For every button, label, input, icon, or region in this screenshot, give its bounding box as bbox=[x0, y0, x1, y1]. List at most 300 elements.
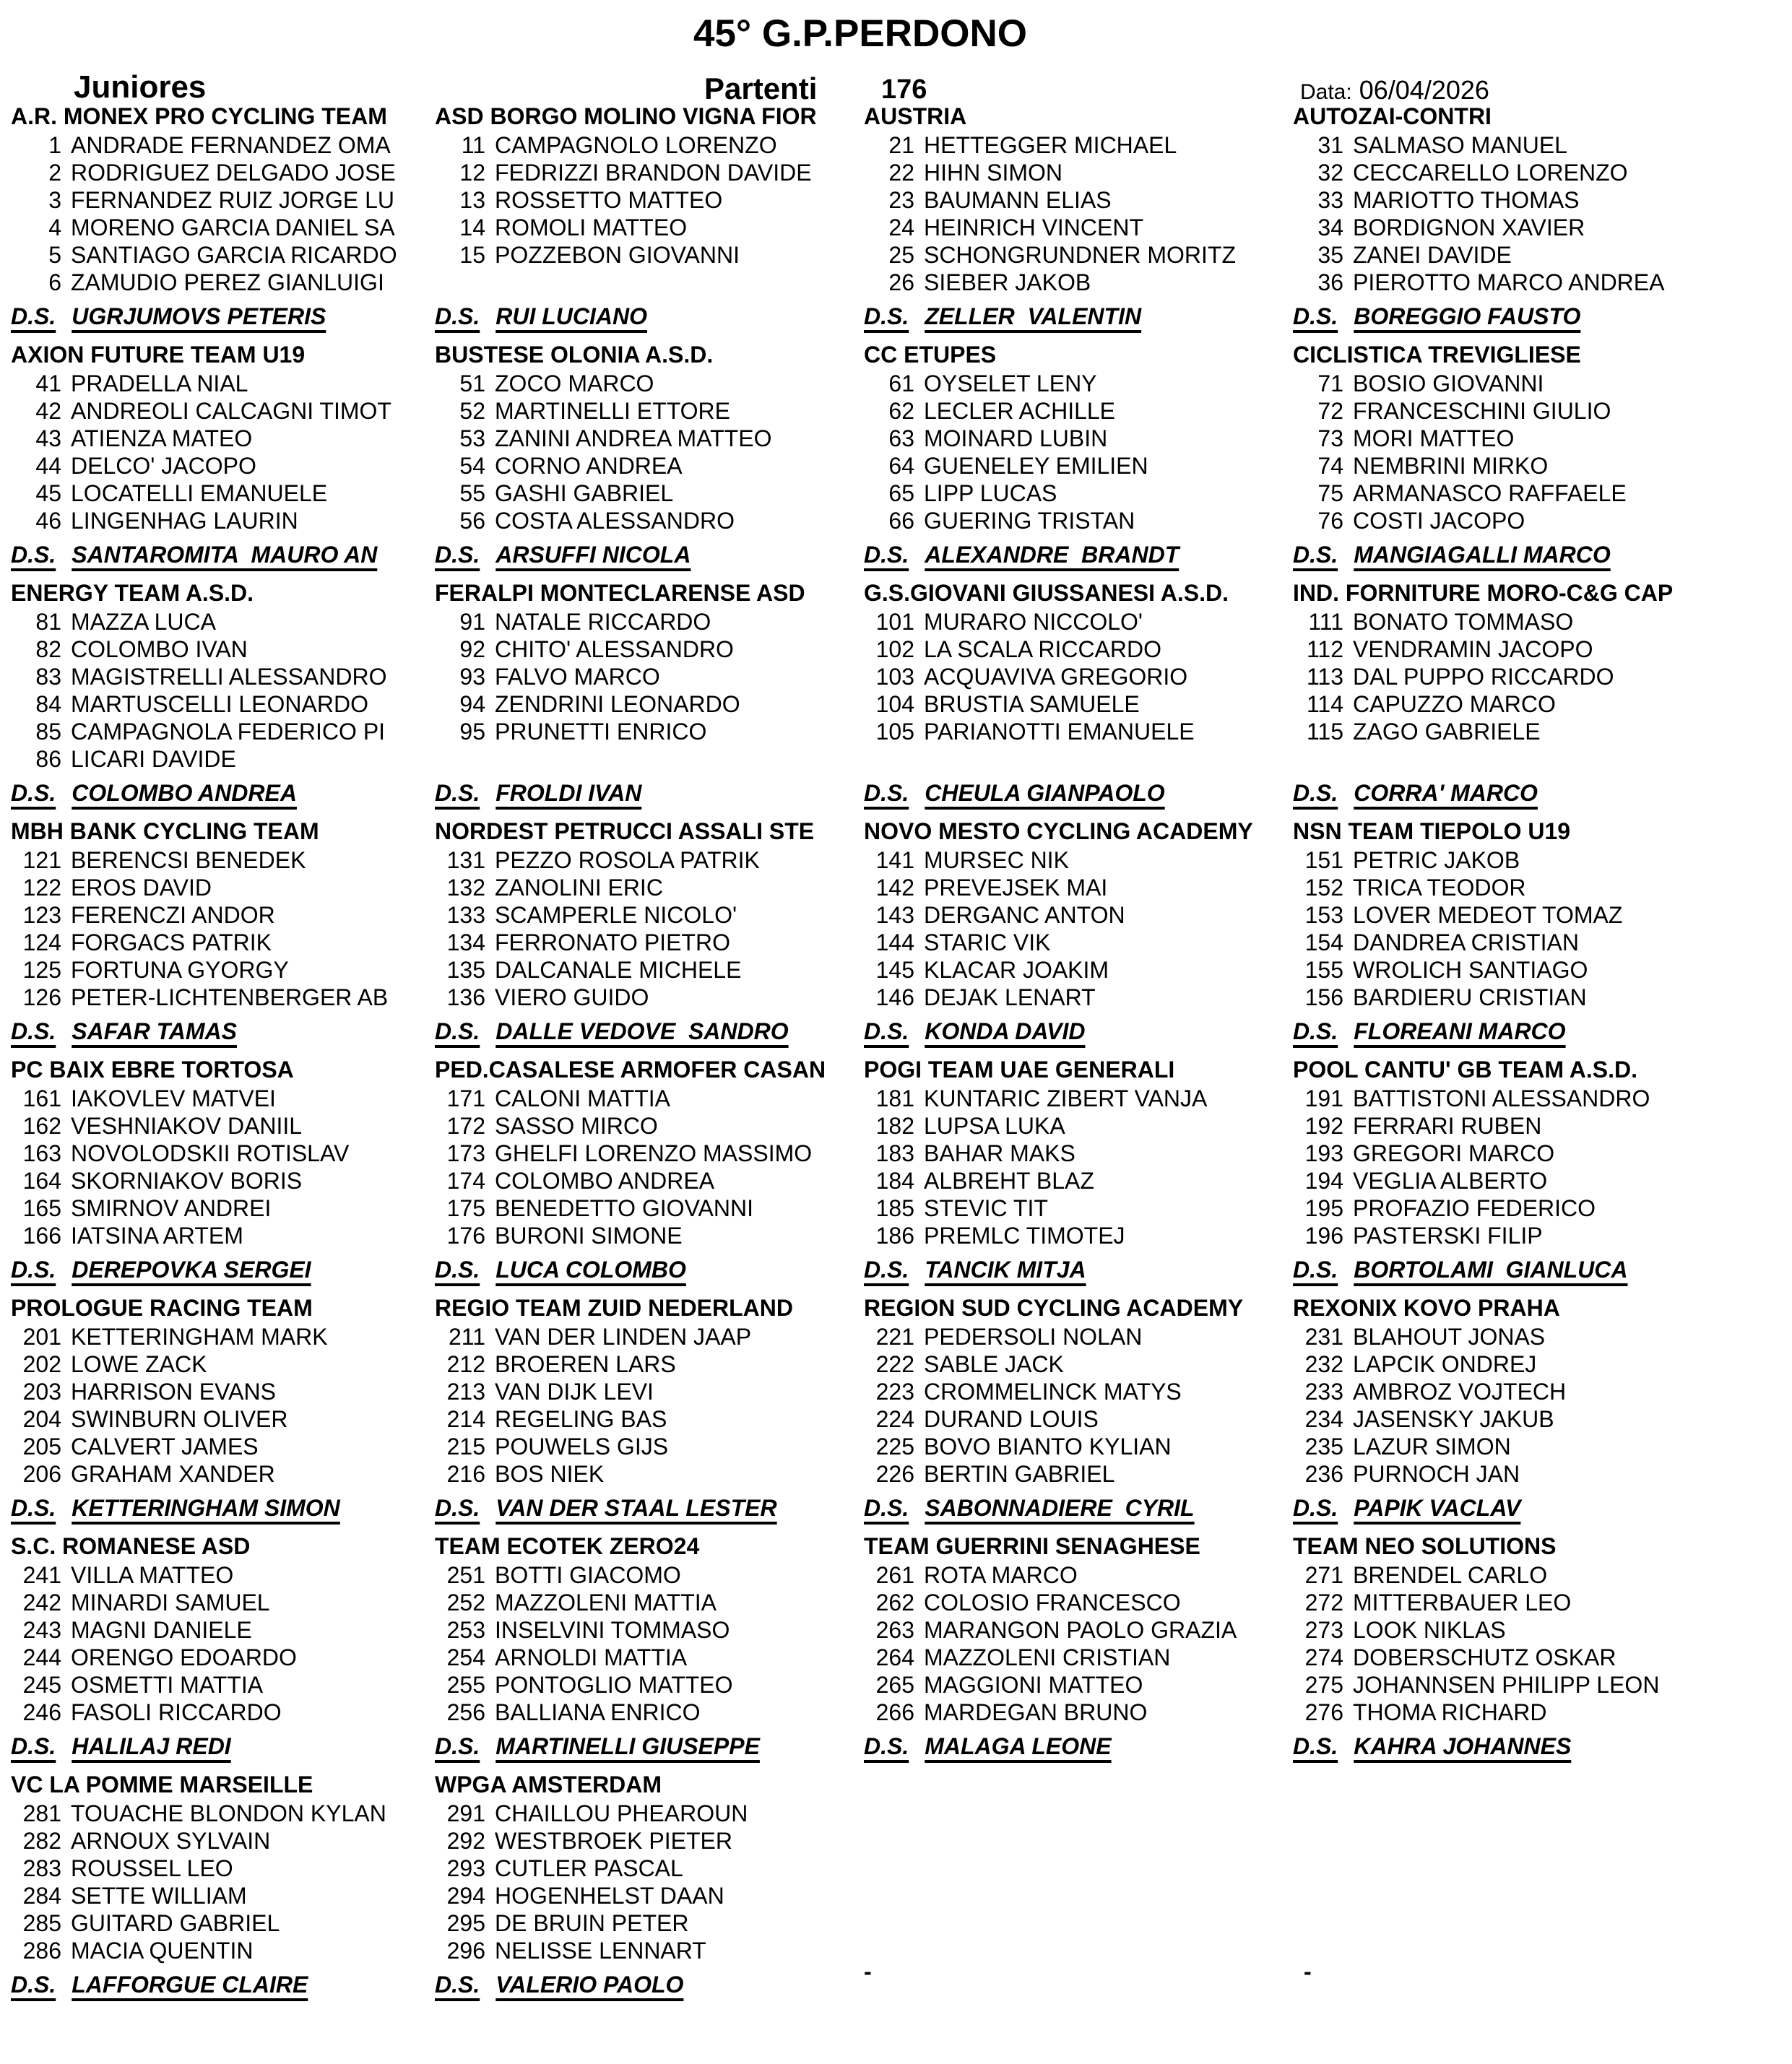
rider-name: NATALE RICCARDO bbox=[495, 609, 711, 635]
rider-row bbox=[1293, 1406, 1554, 1433]
rider-row bbox=[11, 719, 385, 745]
rider-number: 34 bbox=[1317, 214, 1343, 240]
rider-number: 56 bbox=[459, 508, 485, 534]
team-block bbox=[11, 1057, 430, 1295]
rider-number: 274 bbox=[1304, 1644, 1343, 1670]
ds-name: LUCA COLOMBO bbox=[495, 1257, 686, 1283]
rider-number: 165 bbox=[22, 1195, 61, 1221]
rider-row bbox=[11, 370, 248, 397]
rider-name: CALONI MATTIA bbox=[495, 1085, 670, 1111]
rider-name: BALLIANA ENRICO bbox=[495, 1699, 701, 1725]
rider-row bbox=[11, 1351, 207, 1378]
rider-row bbox=[1293, 480, 1627, 507]
rider-name: BENEDETTO GIOVANNI bbox=[495, 1195, 753, 1221]
rider-name: CAPUZZO MARCO bbox=[1353, 691, 1556, 717]
rider-name: ALBREHT BLAZ bbox=[924, 1168, 1094, 1194]
rider-number: 95 bbox=[459, 719, 485, 745]
ds-name: KETTERINGHAM SIMON bbox=[72, 1495, 340, 1521]
ds-name: HALILAJ REDI bbox=[72, 1733, 231, 1759]
rider-row bbox=[1293, 691, 1556, 718]
rider-row bbox=[864, 508, 1135, 534]
rider-row bbox=[1293, 269, 1664, 296]
rider-name: FERRARI RUBEN bbox=[1353, 1113, 1542, 1139]
ds-name: DALLE VEDOVE SANDRO bbox=[495, 1018, 789, 1044]
ds-name: KONDA DAVID bbox=[925, 1018, 1086, 1044]
rider-number: 151 bbox=[1304, 847, 1343, 873]
rider-number: 261 bbox=[875, 1562, 914, 1588]
rider-number: 296 bbox=[446, 1938, 485, 1964]
rider-number: 236 bbox=[1304, 1461, 1343, 1487]
ds-row bbox=[1293, 1495, 1520, 1522]
ds-row bbox=[864, 1495, 1195, 1522]
rider-name: MINARDI SAMUEL bbox=[71, 1590, 270, 1616]
rider-row bbox=[864, 1085, 1207, 1112]
rider-name: PURNOCH JAN bbox=[1353, 1461, 1520, 1487]
rider-number: 231 bbox=[1304, 1324, 1343, 1350]
rider-row bbox=[435, 929, 730, 956]
rider-name: SWINBURN OLIVER bbox=[71, 1406, 288, 1432]
rider-row bbox=[1293, 425, 1514, 452]
rider-name: SMIRNOV ANDREI bbox=[71, 1195, 272, 1221]
rider-row bbox=[864, 609, 1143, 636]
rider-row bbox=[1293, 1168, 1547, 1194]
team-name: PED.CASALESE ARMOFER CASAN bbox=[435, 1057, 826, 1083]
rider-number: 275 bbox=[1304, 1672, 1343, 1698]
ds-name: SANTAROMITA MAURO AN bbox=[72, 542, 378, 568]
rider-number: 143 bbox=[875, 902, 914, 928]
rider-number: 1 bbox=[48, 132, 61, 158]
rider-row bbox=[1293, 1562, 1547, 1589]
rider-name: MAGISTRELLI ALESSANDRO bbox=[71, 664, 387, 690]
rider-row bbox=[1293, 214, 1585, 241]
rider-row bbox=[11, 160, 396, 186]
rider-row bbox=[864, 187, 1112, 214]
rider-number: 155 bbox=[1304, 957, 1343, 983]
ds-name: MARTINELLI GIUSEPPE bbox=[495, 1733, 760, 1759]
ds-row bbox=[864, 1733, 1112, 1760]
rider-row bbox=[11, 1406, 287, 1433]
rider-row bbox=[11, 1938, 253, 1964]
ds-name: PAPIK VACLAV bbox=[1354, 1495, 1521, 1521]
rider-name: ATIENZA MATEO bbox=[71, 425, 253, 451]
team-name: NSN TEAM TIEPOLO U19 bbox=[1293, 818, 1571, 844]
rider-number: 65 bbox=[888, 480, 914, 506]
rider-row bbox=[864, 1590, 1181, 1616]
ds-row bbox=[435, 1972, 683, 1998]
rider-number: 284 bbox=[22, 1883, 61, 1909]
rider-row bbox=[11, 636, 248, 663]
rider-row bbox=[11, 425, 252, 452]
rider-number: 276 bbox=[1304, 1699, 1343, 1725]
ds-label: D.S. bbox=[435, 1018, 480, 1044]
rider-number: 245 bbox=[22, 1672, 61, 1698]
rider-name: STEVIC TIT bbox=[924, 1195, 1048, 1221]
rider-row bbox=[864, 1379, 1182, 1405]
rider-row bbox=[1293, 609, 1573, 636]
team-name: TEAM NEO SOLUTIONS bbox=[1293, 1533, 1557, 1559]
rider-row bbox=[435, 875, 663, 901]
rider-name: BURONI SIMONE bbox=[495, 1223, 683, 1249]
rider-number: 133 bbox=[446, 902, 485, 928]
rider-number: 104 bbox=[875, 691, 914, 717]
rider-number: 72 bbox=[1317, 398, 1343, 424]
rider-number: 283 bbox=[22, 1855, 61, 1881]
rider-row bbox=[1293, 1699, 1546, 1726]
ds-name: MALAGA LEONE bbox=[925, 1733, 1112, 1759]
team-name: WPGA AMSTERDAM bbox=[435, 1772, 662, 1798]
rider-number: 63 bbox=[888, 425, 914, 451]
rider-number: 76 bbox=[1317, 508, 1343, 534]
rider-row bbox=[864, 160, 1062, 186]
rider-name: MAGGIONI MATTEO bbox=[924, 1672, 1143, 1698]
rider-number: 263 bbox=[875, 1617, 914, 1643]
rider-row bbox=[1293, 957, 1588, 984]
rider-number: 202 bbox=[22, 1351, 61, 1377]
rider-name: WROLICH SANTIAGO bbox=[1353, 957, 1588, 983]
rider-number: 183 bbox=[875, 1140, 914, 1166]
ds-name: MANGIAGALLI MARCO bbox=[1354, 542, 1611, 568]
team-name: BUSTESE OLONIA A.S.D. bbox=[435, 342, 714, 368]
team-block bbox=[1293, 103, 1780, 342]
rider-row bbox=[1293, 1434, 1511, 1460]
ds-row bbox=[11, 1018, 237, 1045]
rider-number: 25 bbox=[888, 242, 914, 268]
rider-row bbox=[11, 1140, 349, 1167]
rider-row bbox=[864, 1672, 1143, 1699]
rider-name: LAZUR SIMON bbox=[1353, 1434, 1511, 1460]
rider-row bbox=[435, 187, 722, 214]
ds-row bbox=[1293, 1733, 1571, 1760]
rider-row bbox=[1293, 1195, 1596, 1222]
rider-number: 144 bbox=[875, 929, 914, 955]
ds-label: D.S. bbox=[1293, 1495, 1338, 1521]
rider-number: 45 bbox=[35, 480, 61, 506]
ds-label: D.S. bbox=[1293, 1018, 1338, 1044]
rider-row bbox=[435, 609, 711, 636]
team-name: REXONIX KOVO PRAHA bbox=[1293, 1295, 1560, 1321]
rider-number: 115 bbox=[1306, 719, 1343, 745]
rider-row bbox=[864, 1113, 1065, 1140]
team-block bbox=[1293, 1295, 1780, 1533]
rider-row bbox=[864, 847, 1069, 874]
rider-row bbox=[864, 1434, 1172, 1460]
rider-number: 15 bbox=[459, 242, 485, 268]
rider-name: ZAGO GABRIELE bbox=[1353, 719, 1541, 745]
rider-number: 92 bbox=[459, 636, 485, 662]
date-value: 06/04/2026 bbox=[1359, 75, 1489, 105]
rider-number: 91 bbox=[459, 609, 485, 635]
rider-name: VAN DIJK LEVI bbox=[495, 1379, 654, 1405]
rider-name: SCAMPERLE NICOLO' bbox=[495, 902, 737, 928]
ds-row bbox=[864, 303, 1141, 330]
rider-row bbox=[1293, 370, 1544, 397]
rider-name: BOS NIEK bbox=[495, 1461, 605, 1487]
rider-row bbox=[11, 1855, 233, 1882]
rider-name: LAPCIK ONDREJ bbox=[1353, 1351, 1537, 1377]
rider-name: LOVER MEDEOT TOMAZ bbox=[1353, 902, 1623, 928]
rider-row bbox=[864, 398, 1115, 425]
rider-row bbox=[435, 1223, 683, 1249]
rider-row bbox=[864, 1195, 1048, 1222]
rider-row bbox=[435, 1855, 683, 1882]
rider-number: 235 bbox=[1304, 1434, 1343, 1460]
rider-number: 145 bbox=[875, 957, 914, 983]
category-label: Juniores bbox=[74, 69, 207, 105]
rider-name: PROFAZIO FEDERICO bbox=[1353, 1195, 1596, 1221]
rider-name: GUITARD GABRIEL bbox=[71, 1910, 280, 1936]
ds-row bbox=[11, 1972, 308, 1998]
ds-label: D.S. bbox=[864, 303, 909, 329]
ds-label: D.S. bbox=[435, 1733, 480, 1759]
rider-name: AMBROZ VOJTECH bbox=[1353, 1379, 1567, 1405]
rider-number: 11 bbox=[461, 132, 485, 158]
rider-name: POZZEBON GIOVANNI bbox=[495, 242, 740, 268]
rider-name: MAZZOLENI MATTIA bbox=[495, 1590, 717, 1616]
rider-number: 84 bbox=[35, 691, 61, 717]
rider-name: REGELING BAS bbox=[495, 1406, 667, 1432]
rider-name: ZENDRINI LEONARDO bbox=[495, 691, 740, 717]
rider-number: 71 bbox=[1317, 370, 1343, 396]
rider-name: PEDERSOLI NOLAN bbox=[924, 1324, 1143, 1350]
rider-number: 195 bbox=[1304, 1195, 1343, 1221]
rider-row bbox=[1293, 902, 1622, 929]
rider-row bbox=[11, 1379, 276, 1405]
rider-row bbox=[435, 1195, 753, 1222]
rider-number: 272 bbox=[1304, 1590, 1343, 1616]
rider-row bbox=[11, 1562, 233, 1589]
rider-row bbox=[1293, 1324, 1545, 1350]
rider-name: ROUSSEL LEO bbox=[71, 1855, 233, 1881]
rider-row bbox=[864, 902, 1125, 929]
rider-name: LOOK NIKLAS bbox=[1353, 1617, 1506, 1643]
rider-number: 193 bbox=[1304, 1140, 1343, 1166]
ds-row bbox=[1293, 1018, 1566, 1045]
rider-row bbox=[435, 160, 812, 186]
rider-name: HARRISON EVANS bbox=[71, 1379, 276, 1405]
rider-row bbox=[11, 984, 388, 1011]
ds-label: D.S. bbox=[1293, 1733, 1338, 1759]
team-name: TEAM GUERRINI SENAGHESE bbox=[864, 1533, 1200, 1559]
rider-name: FORTUNA GYORGY bbox=[71, 957, 289, 983]
team-name: FERALPI MONTECLARENSE ASD bbox=[435, 580, 805, 606]
team-name: AUSTRIA bbox=[864, 103, 967, 129]
rider-row bbox=[11, 508, 298, 534]
rider-name: CROMMELINCK MATYS bbox=[924, 1379, 1182, 1405]
rider-name: GASHI GABRIEL bbox=[495, 480, 674, 506]
rider-name: BARDIERU CRISTIAN bbox=[1353, 984, 1587, 1010]
rider-number: 4 bbox=[48, 214, 61, 240]
rider-row bbox=[1293, 847, 1520, 874]
rider-number: 273 bbox=[1304, 1617, 1343, 1643]
rider-name: STARIC VIK bbox=[924, 929, 1051, 955]
ds-row bbox=[11, 542, 377, 568]
rider-name: SCHONGRUNDNER MORITZ bbox=[924, 242, 1236, 268]
rider-row bbox=[1293, 242, 1512, 269]
rider-name: ZANEI DAVIDE bbox=[1353, 242, 1512, 268]
ds-name: CORRA' MARCO bbox=[1354, 780, 1538, 806]
rider-name: BATTISTONI ALESSANDRO bbox=[1353, 1085, 1650, 1111]
ds-name: SABONNADIERE CYRIL bbox=[925, 1495, 1195, 1521]
rider-row bbox=[11, 1434, 259, 1460]
team-name: POOL CANTU' GB TEAM A.S.D. bbox=[1293, 1057, 1637, 1083]
rider-name: MAGNI DANIELE bbox=[71, 1617, 252, 1643]
rider-row bbox=[11, 1195, 271, 1222]
rider-row bbox=[11, 875, 212, 901]
rider-row bbox=[11, 957, 289, 984]
rider-row bbox=[435, 664, 660, 690]
rider-name: PRADELLA NIAL bbox=[71, 370, 248, 396]
rider-number: 216 bbox=[446, 1461, 485, 1487]
rider-number: 43 bbox=[35, 425, 61, 451]
rider-name: JOHANNSEN PHILIPP LEON bbox=[1353, 1672, 1660, 1698]
rider-name: PETER-LICHTENBERGER AB bbox=[71, 984, 389, 1010]
rider-row bbox=[864, 425, 1107, 452]
rider-row bbox=[864, 1406, 1099, 1433]
rider-name: GHELFI LORENZO MASSIMO bbox=[495, 1140, 813, 1166]
rider-number: 243 bbox=[22, 1617, 61, 1643]
rider-name: SETTE WILLIAM bbox=[71, 1883, 247, 1909]
rider-row bbox=[11, 1672, 263, 1699]
rider-name: COLOSIO FRANCESCO bbox=[924, 1590, 1181, 1616]
ds-label: D.S. bbox=[864, 1257, 909, 1283]
rider-name: CORNO ANDREA bbox=[495, 453, 683, 479]
rider-row bbox=[1293, 636, 1593, 663]
rider-row bbox=[435, 242, 740, 269]
rider-number: 66 bbox=[888, 508, 914, 534]
rider-name: PONTOGLIO MATTEO bbox=[495, 1672, 733, 1698]
rider-name: DANDREA CRISTIAN bbox=[1353, 929, 1579, 955]
page-title: 45° G.P.PERDONO bbox=[693, 12, 1028, 55]
rider-row bbox=[11, 1461, 275, 1488]
start-list-column bbox=[435, 0, 858, 2064]
rider-name: ROSSETTO MATTEO bbox=[495, 187, 723, 213]
rider-row bbox=[435, 453, 683, 480]
ds-label: D.S. bbox=[864, 1495, 909, 1521]
rider-number: 86 bbox=[35, 746, 61, 772]
rider-row bbox=[11, 929, 272, 956]
rider-row bbox=[864, 1324, 1142, 1350]
rider-name: HIHN SIMON bbox=[924, 160, 1062, 186]
rider-name: ACQUAVIVA GREGORIO bbox=[924, 664, 1188, 690]
rider-name: OSMETTI MATTIA bbox=[71, 1672, 264, 1698]
rider-name: FRANCESCHINI GIULIO bbox=[1353, 398, 1611, 424]
rider-name: SALMASO MANUEL bbox=[1353, 132, 1567, 158]
rider-name: MARTINELLI ETTORE bbox=[495, 398, 730, 424]
rider-number: 81 bbox=[35, 609, 61, 635]
rider-number: 136 bbox=[446, 984, 485, 1010]
rider-row bbox=[864, 1617, 1237, 1644]
rider-number: 185 bbox=[875, 1195, 914, 1221]
partenti-label: Partenti bbox=[704, 71, 818, 105]
rider-row bbox=[435, 1434, 668, 1460]
rider-row bbox=[864, 1562, 1078, 1589]
rider-number: 135 bbox=[446, 957, 485, 983]
rider-name: BOSIO GIOVANNI bbox=[1353, 370, 1544, 396]
rider-number: 51 bbox=[459, 370, 485, 396]
team-block bbox=[864, 1295, 1287, 1533]
rider-name: COLOMBO ANDREA bbox=[495, 1168, 715, 1194]
rider-name: IAKOVLEV MATVEI bbox=[71, 1085, 276, 1111]
rider-number: 114 bbox=[1306, 691, 1343, 717]
rider-number: 156 bbox=[1304, 984, 1343, 1010]
rider-name: INSELVINI TOMMASO bbox=[495, 1617, 730, 1643]
rider-number: 196 bbox=[1304, 1223, 1343, 1249]
rider-number: 2 bbox=[48, 160, 61, 186]
rider-name: PREVEJSEK MAI bbox=[924, 875, 1108, 901]
rider-name: MAZZA LUCA bbox=[71, 609, 216, 635]
team-block bbox=[435, 818, 858, 1057]
rider-number: 21 bbox=[888, 132, 914, 158]
rider-number: 111 bbox=[1308, 609, 1343, 635]
rider-number: 125 bbox=[22, 957, 61, 983]
rider-row bbox=[11, 1223, 243, 1249]
rider-row bbox=[435, 398, 730, 425]
rider-number: 292 bbox=[446, 1828, 485, 1854]
rider-number: 142 bbox=[875, 875, 914, 901]
rider-number: 205 bbox=[22, 1434, 61, 1460]
rider-row bbox=[435, 214, 687, 241]
rider-number: 285 bbox=[22, 1910, 61, 1936]
rider-number: 41 bbox=[35, 370, 61, 396]
rider-number: 103 bbox=[875, 664, 914, 690]
rider-name: FALVO MARCO bbox=[495, 664, 660, 690]
rider-name: CUTLER PASCAL bbox=[495, 1855, 683, 1881]
rider-row bbox=[1293, 1351, 1536, 1378]
team-block bbox=[435, 1533, 858, 1772]
ds-name: BOREGGIO FAUSTO bbox=[1354, 303, 1581, 329]
team-block bbox=[1293, 818, 1780, 1057]
team-name: IND. FORNITURE MORO-C&G CAP bbox=[1293, 580, 1674, 606]
rider-number: 101 bbox=[875, 609, 914, 635]
rider-number: 112 bbox=[1306, 636, 1343, 662]
rider-row bbox=[864, 1699, 1147, 1726]
rider-row bbox=[11, 1590, 270, 1616]
rider-number: 176 bbox=[446, 1223, 485, 1249]
rider-name: ZAMUDIO PEREZ GIANLUIGI bbox=[71, 269, 384, 295]
rider-number: 256 bbox=[446, 1699, 485, 1725]
rider-row bbox=[11, 187, 394, 214]
ds-row bbox=[435, 1495, 777, 1522]
rider-number: 162 bbox=[22, 1113, 61, 1139]
rider-name: DERGANC ANTON bbox=[924, 902, 1125, 928]
rider-row bbox=[435, 984, 649, 1011]
rider-row bbox=[11, 1324, 328, 1350]
rider-row bbox=[11, 480, 327, 507]
rider-row bbox=[435, 1883, 724, 1909]
rider-name: HETTEGGER MICHAEL bbox=[924, 132, 1177, 158]
ds-row bbox=[864, 780, 1165, 807]
rider-name: GREGORI MARCO bbox=[1353, 1140, 1555, 1166]
rider-row bbox=[11, 453, 256, 480]
rider-number: 225 bbox=[875, 1434, 914, 1460]
rider-number: 83 bbox=[35, 664, 61, 690]
team-block bbox=[435, 1772, 858, 2010]
team-name: NORDEST PETRUCCI ASSALI STE bbox=[435, 818, 815, 844]
team-name: POGI TEAM UAE GENERALI bbox=[864, 1057, 1175, 1083]
rider-row bbox=[435, 1113, 658, 1140]
rider-row bbox=[1293, 1644, 1616, 1671]
rider-number: 32 bbox=[1317, 160, 1343, 186]
rider-row bbox=[1293, 664, 1614, 690]
ds-name: FLOREANI MARCO bbox=[1354, 1018, 1566, 1044]
rider-name: ARNOLDI MATTIA bbox=[495, 1644, 688, 1670]
rider-name: MACIA QUENTIN bbox=[71, 1938, 254, 1964]
ds-row bbox=[11, 1257, 311, 1283]
rider-number: 44 bbox=[35, 453, 61, 479]
rider-number: 131 bbox=[446, 847, 485, 873]
team-name: PC BAIX EBRE TORTOSA bbox=[11, 1057, 294, 1083]
rider-row bbox=[864, 453, 1148, 480]
